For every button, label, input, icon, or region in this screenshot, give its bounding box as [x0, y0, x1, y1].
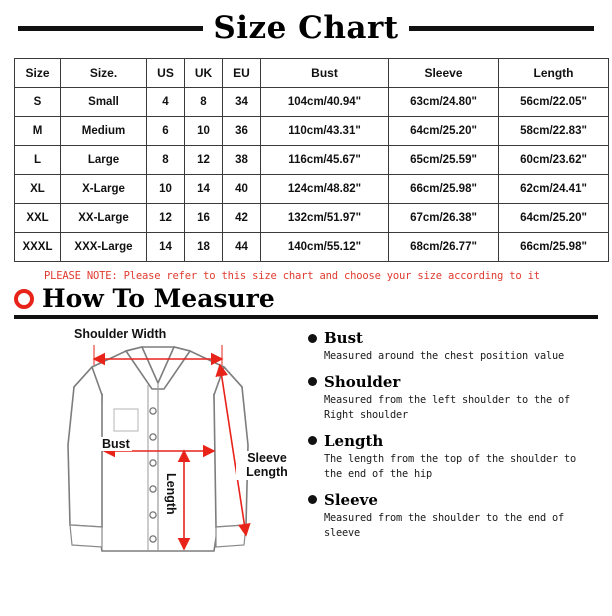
cell-size: XL — [15, 175, 61, 204]
cell-uk: 16 — [185, 204, 223, 233]
list-item — [308, 373, 598, 423]
measure-item-title: Shoulder — [324, 372, 401, 391]
cell-bust: 110cm/43.31" — [261, 117, 389, 146]
table-row — [15, 88, 609, 117]
cell-us: 14 — [147, 233, 185, 262]
cell-us: 6 — [147, 117, 185, 146]
measure-item-desc: The length from the top of the shoulder to the end of the hip — [324, 452, 576, 480]
cell-sizename: XX-Large — [61, 204, 147, 233]
cell-sleeve: 67cm/26.38" — [389, 204, 499, 233]
shirt-illustration — [14, 325, 302, 575]
column-header-length: Length — [499, 59, 609, 88]
cell-size: M — [15, 117, 61, 146]
cell-sizename: Medium — [61, 117, 147, 146]
list-item — [308, 491, 598, 541]
measure-list — [308, 325, 598, 575]
size-table — [14, 58, 609, 262]
label-length: Length — [164, 473, 178, 515]
cell-us: 8 — [147, 146, 185, 175]
cell-us: 12 — [147, 204, 185, 233]
measure-item-head — [308, 329, 598, 347]
measure-item-title: Length — [324, 431, 384, 450]
list-item — [308, 329, 598, 364]
column-header-us: US — [147, 59, 185, 88]
cell-uk: 18 — [185, 233, 223, 262]
please-note-text: PLEASE NOTE: Please refer to this size chart and choose your size according to it — [44, 270, 540, 282]
measure-item-desc: Measured from the left shoulder to the of Right shoulder — [324, 393, 570, 421]
table-row — [15, 175, 609, 204]
cell-us: 10 — [147, 175, 185, 204]
cell-sizename: X-Large — [61, 175, 147, 204]
cell-bust: 116cm/45.67" — [261, 146, 389, 175]
cell-size: XXXL — [15, 233, 61, 262]
table-row — [15, 146, 609, 175]
how-to-measure-title: How To Measure — [42, 284, 275, 313]
label-sleeve-length — [236, 451, 298, 480]
title-rule-left — [18, 26, 203, 31]
measure-item-title: Sleeve — [324, 490, 378, 509]
cell-uk: 14 — [185, 175, 223, 204]
cell-sleeve: 65cm/25.59" — [389, 146, 499, 175]
cell-length: 62cm/24.41" — [499, 175, 609, 204]
size-table-wrapper — [0, 52, 612, 262]
column-header-size: Size — [15, 59, 61, 88]
cell-length: 64cm/25.20" — [499, 204, 609, 233]
table-row — [15, 204, 609, 233]
circle-icon — [14, 289, 34, 309]
bullet-icon — [308, 334, 317, 343]
measure-item-head — [308, 491, 598, 509]
column-header-bust: Bust — [261, 59, 389, 88]
cell-sizename: Large — [61, 146, 147, 175]
cell-eu: 42 — [223, 204, 261, 233]
cell-eu: 38 — [223, 146, 261, 175]
table-header-row — [15, 59, 609, 88]
page-title-row — [0, 0, 612, 52]
cell-length: 58cm/22.83" — [499, 117, 609, 146]
cell-bust: 104cm/40.94" — [261, 88, 389, 117]
cell-size: XXL — [15, 204, 61, 233]
cell-eu: 40 — [223, 175, 261, 204]
measure-item-head — [308, 432, 598, 450]
cell-uk: 8 — [185, 88, 223, 117]
column-header-eu: EU — [223, 59, 261, 88]
cell-bust: 132cm/51.97" — [261, 204, 389, 233]
column-header-sizename: Size. — [61, 59, 147, 88]
cell-bust: 140cm/55.12" — [261, 233, 389, 262]
measure-item-title: Bust — [324, 329, 363, 347]
cell-sleeve: 64cm/25.20" — [389, 117, 499, 146]
measure-content — [0, 319, 612, 575]
cell-bust: 124cm/48.82" — [261, 175, 389, 204]
cell-sleeve: 63cm/24.80" — [389, 88, 499, 117]
cell-size: S — [15, 88, 61, 117]
cell-length: 56cm/22.05" — [499, 88, 609, 117]
cell-sizename: XXX-Large — [61, 233, 147, 262]
cell-sleeve: 66cm/25.98" — [389, 175, 499, 204]
cell-us: 4 — [147, 88, 185, 117]
title-rule-right — [409, 26, 594, 31]
bullet-icon — [308, 436, 317, 445]
cell-uk: 10 — [185, 117, 223, 146]
table-row — [15, 117, 609, 146]
measure-item-head — [308, 373, 598, 391]
shirt-diagram — [14, 325, 302, 575]
cell-sizename: Small — [61, 88, 147, 117]
cell-size: L — [15, 146, 61, 175]
label-sleeve-line1: Sleeve — [247, 451, 287, 465]
measure-item-desc: Measured around the chest position value — [324, 350, 564, 362]
page-title: Size Chart — [213, 10, 399, 46]
cell-uk: 12 — [185, 146, 223, 175]
cell-length: 66cm/25.98" — [499, 233, 609, 262]
column-header-sleeve: Sleeve — [389, 59, 499, 88]
bullet-icon — [308, 495, 317, 504]
list-item — [308, 432, 598, 482]
label-sleeve-line2: Length — [246, 465, 288, 480]
cell-eu: 36 — [223, 117, 261, 146]
measure-item-desc: Measured from the shoulder to the end of sleeve — [324, 511, 564, 539]
cell-eu: 34 — [223, 88, 261, 117]
cell-sleeve: 68cm/26.77" — [389, 233, 499, 262]
bullet-icon — [308, 377, 317, 386]
label-bust: Bust — [102, 437, 130, 451]
how-to-measure-header — [0, 282, 612, 313]
table-row — [15, 233, 609, 262]
cell-length: 60cm/23.62" — [499, 146, 609, 175]
label-shoulder-width: Shoulder Width — [74, 327, 167, 341]
column-header-uk: UK — [185, 59, 223, 88]
cell-eu: 44 — [223, 233, 261, 262]
